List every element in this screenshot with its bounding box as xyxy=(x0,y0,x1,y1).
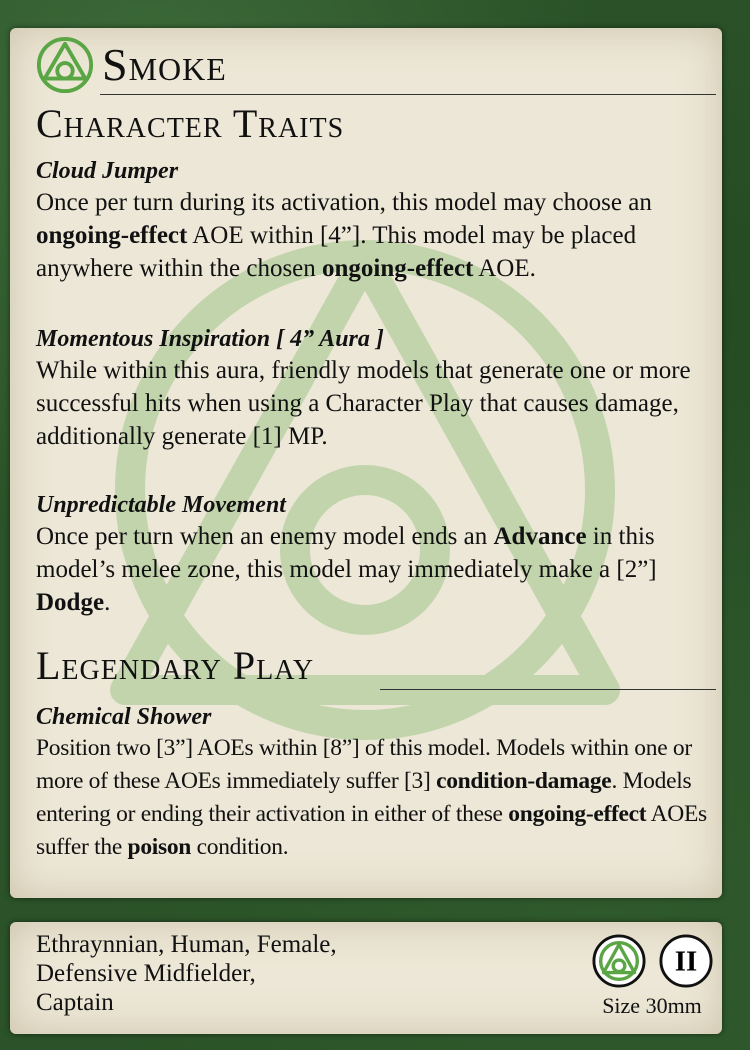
card-header xyxy=(24,36,716,94)
ability-unpredictable-movement xyxy=(36,490,722,619)
ability-text xyxy=(36,732,722,864)
keyword-term: Dodge xyxy=(36,589,105,616)
ability-name: Cloud Jumper xyxy=(36,158,179,184)
keyword-line: Ethraynnian, Human, Female, xyxy=(36,931,337,958)
ability-name: Momentous Inspiration [ 4” Aura ] xyxy=(36,326,384,352)
ability-cloud-jumper xyxy=(36,156,722,285)
character-traits-heading: Character Traits xyxy=(36,101,345,146)
ability-text xyxy=(36,354,722,453)
rules-text: in this model’s melee zone, this model may immediately make a [2”] xyxy=(36,523,657,583)
rules-text: condition. xyxy=(191,834,289,860)
rules-text: Once per turn during its activation, this model may choose an xyxy=(36,189,652,216)
keyword-term: condition-damage xyxy=(436,768,612,794)
ability-name: Unpredictable Movement xyxy=(36,492,286,518)
keyword-term: ongoing-effect xyxy=(36,222,188,249)
ability-momentous-inspiration xyxy=(36,324,722,453)
rules-text: . Models entering or ending their activation in either of these xyxy=(36,768,692,827)
title-divider xyxy=(100,94,716,95)
keyword-term: Advance xyxy=(493,523,587,550)
guild-badge-icon xyxy=(592,934,646,988)
ability-name: Chemical Shower xyxy=(36,704,212,730)
rules-text: . xyxy=(104,589,111,616)
legendary-play-chemical-shower xyxy=(36,702,722,864)
base-size: Size 30mm xyxy=(602,993,702,1018)
rules-text: AOEs suffer the xyxy=(36,801,707,860)
keyword-term: poison xyxy=(127,834,192,860)
rules-text: AOE within [4”]. This model may be placed anywhere within the chosen xyxy=(36,222,637,282)
ability-text xyxy=(36,520,722,619)
keyword-term: ongoing-effect xyxy=(508,801,647,827)
card-title: Smoke xyxy=(102,39,227,90)
rules-text: While within this aura, friendly models that generate one or more successful hits when using a Character Play that causes damage, additionally generate [1] MP. xyxy=(36,357,691,450)
keywords xyxy=(36,930,496,1017)
ability-text xyxy=(36,186,722,285)
legendary-play-divider xyxy=(380,689,716,690)
season-badge-label: II xyxy=(674,945,698,978)
rules-text: Position two [3”] AOEs within [8”] of this model. Models within one or more of these AOEs immediately suffer [3] xyxy=(36,735,692,794)
alchemist-guild-icon xyxy=(36,36,94,94)
rules-text: Once per turn when an enemy model ends an xyxy=(36,523,494,550)
rules-text: AOE. xyxy=(473,255,536,282)
keyword-line: Captain xyxy=(36,989,114,1016)
season-badge xyxy=(659,934,713,988)
keyword-term: ongoing-effect xyxy=(322,255,474,282)
keyword-line: Defensive Midfielder, xyxy=(36,960,256,987)
legendary-play-heading: Legendary Play xyxy=(36,643,315,688)
